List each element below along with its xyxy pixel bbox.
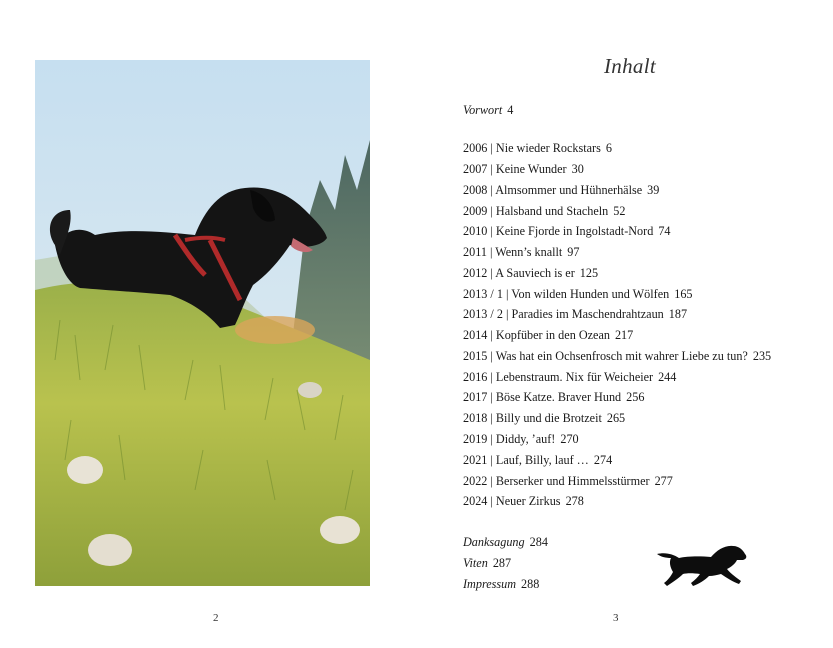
toc-entry[interactable]: 2012 | A Sauviech is er 125: [463, 266, 599, 280]
toc-entry[interactable]: 2009 | Halsband und Stacheln 52: [463, 204, 626, 218]
toc-entry-back[interactable]: Viten 287: [463, 556, 512, 570]
running-dog-icon: [655, 540, 750, 590]
toc-entry[interactable]: 2011 | Wenn’s knallt 97: [463, 245, 580, 259]
toc-entry[interactable]: 2021 | Lauf, Billy, lauf … 274: [463, 453, 613, 467]
toc-entry[interactable]: 2010 | Keine Fjorde in Ingolstadt-Nord 74: [463, 224, 671, 238]
toc-entry[interactable]: 2008 | Almsommer und Hühnerhälse 39: [463, 183, 660, 197]
toc-entry[interactable]: 2014 | Kopfüber in den Ozean 217: [463, 328, 634, 342]
toc-entry[interactable]: 2006 | Nie wieder Rockstars 6: [463, 141, 612, 155]
toc-entry[interactable]: 2007 | Keine Wunder 30: [463, 162, 584, 176]
toc-entry-back[interactable]: Impressum 288: [463, 577, 540, 591]
toc-title: Inhalt: [604, 54, 656, 78]
toc-entry[interactable]: 2013 / 2 | Paradies im Maschendrahtzaun 187: [463, 307, 688, 321]
toc-entry-front-0[interactable]: Vorwort 4: [463, 103, 514, 117]
toc-entry[interactable]: 2013 / 1 | Von wilden Hunden und Wölfen 165: [463, 287, 693, 301]
dog-photo: [35, 60, 370, 586]
toc-entry[interactable]: 2015 | Was hat ein Ochsenfrosch mit wahrer Liebe zu tun? 235: [463, 349, 772, 363]
toc-entry[interactable]: 2017 | Böse Katze. Braver Hund 256: [463, 390, 645, 404]
toc-entry[interactable]: 2024 | Neuer Zirkus 278: [463, 494, 584, 508]
toc-entry[interactable]: 2018 | Billy und die Brotzeit 265: [463, 411, 626, 425]
toc-entry-back[interactable]: Danksagung 284: [463, 535, 548, 549]
toc-entry[interactable]: 2016 | Lebenstraum. Nix für Weicheier 244: [463, 370, 677, 384]
toc-entry[interactable]: 2019 | Diddy, ’auf! 270: [463, 432, 579, 446]
page-number-right: 3: [613, 612, 619, 624]
page-number-left: 2: [213, 612, 219, 624]
toc-entry[interactable]: 2022 | Berserker und Himmelsstürmer 277: [463, 474, 673, 488]
